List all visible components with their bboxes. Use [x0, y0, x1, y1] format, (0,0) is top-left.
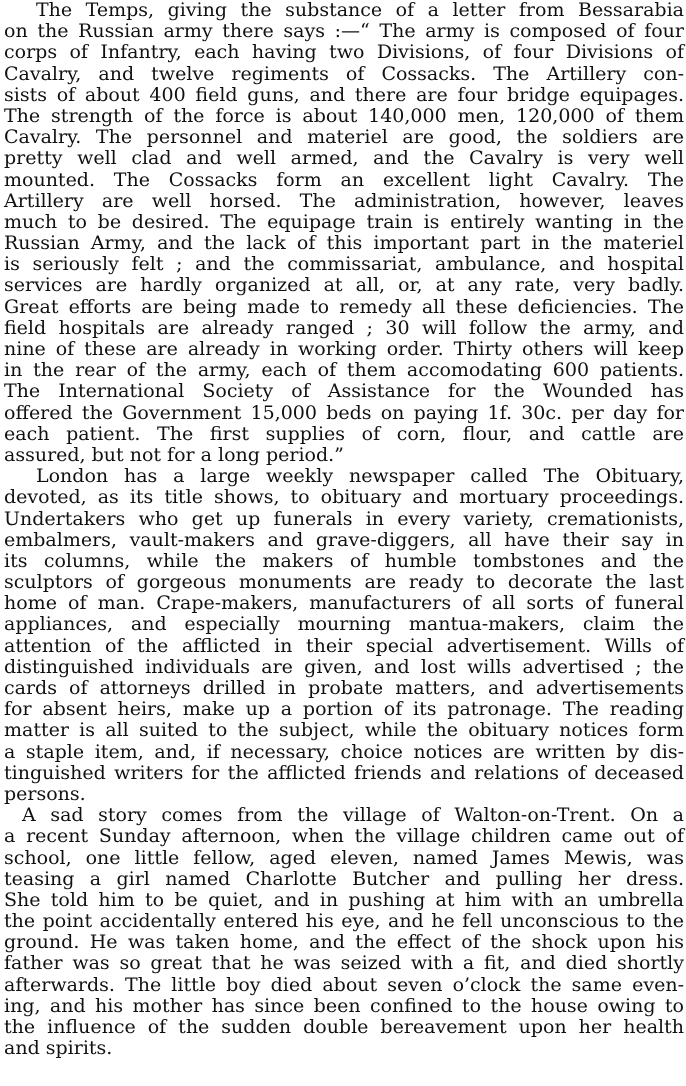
text-line: for absent heirs, make up a portion of its patronage. The reading — [4, 699, 684, 721]
text-line: A sad story comes from the village of Walton-on-Trent. On a — [22, 805, 684, 827]
text-line: offered the Government 15,000 beds on paying 1f. 30c. per day for — [4, 402, 684, 424]
text-line: a staple item, and, if necessary, choice notices are written by dis- — [4, 741, 684, 763]
text-line: a recent Sunday afternoon, when the village children came out of — [4, 826, 684, 848]
paragraph-obituary-newspaper — [0, 466, 686, 805]
text-line: in the rear of the army, each of them accomodating 600 patients. — [4, 360, 684, 382]
text-line: Undertakers who get up funerals in every variety, cremationists, — [4, 508, 684, 530]
text-line: and spirits. — [4, 1038, 113, 1060]
text-line: each patient. The first supplies of corn, flour, and cattle are — [4, 423, 684, 445]
paragraph-walton-on-trent — [0, 805, 686, 1059]
text-line: Artillery are well horsed. The administration, however, leaves — [4, 190, 684, 212]
text-line: field hospitals are already ranged ; 30 will follow the army, and — [4, 317, 684, 339]
text-line: Great efforts are being made to remedy all these deficiencies. The — [4, 296, 684, 318]
text-line: the point accidentally entered his eye, and he fell unconscious to the — [4, 911, 684, 933]
text-line: devoted, as its title shows, to obituary and mortuary proceedings. — [4, 487, 684, 509]
text-line: mounted. The Cossacks form an excellent light Cavalry. The — [4, 169, 684, 191]
text-line: assured, but not for a long period.” — [4, 444, 344, 466]
text-line: Cavalry, and twelve regiments of Cossacks. The Artillery con- — [4, 63, 684, 85]
text-line: pretty well clad and well armed, and the Cavalry is very well — [4, 148, 684, 170]
text-line: afterwards. The little boy died about seven o’clock the same even- — [4, 974, 684, 996]
text-line: The International Society of Assistance for the Wounded has — [4, 381, 684, 403]
text-line: home of man. Crape-makers, manufacturers of all sorts of funeral — [4, 593, 684, 615]
text-line: Cavalry. The personnel and materiel are good, the soldiers are — [4, 127, 684, 149]
text-line: persons. — [4, 783, 86, 805]
text-line: is seriously felt ; and the commissariat, ambulance, and hospital — [4, 254, 684, 276]
text-line: ing, and his mother has since been confined to the house owing to — [4, 995, 684, 1017]
text-line: much to be desired. The equipage train is entirely wanting in the — [4, 211, 684, 233]
text-line: Russian Army, and the lack of this important part in the materiel — [4, 233, 684, 255]
text-line: The strength of the force is about 140,000 men, 120,000 of them — [4, 105, 684, 127]
text-line: embalmers, vault-makers and grave-diggers, all have their say in — [4, 529, 684, 551]
text-line: nine of these are already in working order. Thirty others will keep — [4, 339, 684, 360]
text-line: tinguished writers for the afflicted friends and relations of deceased — [4, 762, 684, 784]
text-line: attention of the afflicted in their special advertisement. Wills of — [4, 635, 684, 657]
text-line: father was so great that he was seized with a fit, and died shortly — [4, 953, 684, 975]
text-line: The Temps, giving the substance of a letter from Bessarabia — [36, 0, 684, 21]
text-line: the influence of the sudden double bereavement upon her health — [4, 1017, 684, 1038]
text-line: appliances, and especially mourning mantua-makers, claim the — [4, 614, 684, 636]
text-line: teasing a girl named Charlotte Butcher and pulling her dress. — [4, 868, 684, 890]
text-line: distinguished individuals are given, and lost wills advertised ; the — [4, 656, 684, 678]
text-line: services are hardly organized at all, or, at any rate, very badly. — [4, 275, 684, 297]
text-line: London has a large weekly newspaper called The Obituary, — [36, 466, 684, 488]
text-line: cards of attorneys drilled in probate matters, and advertisements — [4, 678, 684, 699]
paragraph-russian-army — [0, 0, 686, 466]
text-line: its columns, while the makers of humble tombstones and the — [4, 550, 684, 572]
text-line: school, one little fellow, aged eleven, named James Mewis, was — [4, 847, 684, 869]
text-line: matter is all suited to the subject, while the obituary notices form — [4, 720, 684, 742]
text-line: She told him to be quiet, and in pushing at him with an umbrella — [4, 889, 684, 911]
text-line: sists of about 400 field guns, and there are four bridge equipages. — [4, 84, 684, 106]
text-line: ground. He was taken home, and the effect of the shock upon his — [4, 932, 684, 954]
text-line: corps of Infantry, each having two Divisions, of four Divisions of — [4, 42, 684, 64]
text-line: on the Russian army there says :—“ The army is composed of four — [4, 21, 684, 43]
text-line: sculptors of gorgeous monuments are ready to decorate the last — [4, 572, 684, 594]
